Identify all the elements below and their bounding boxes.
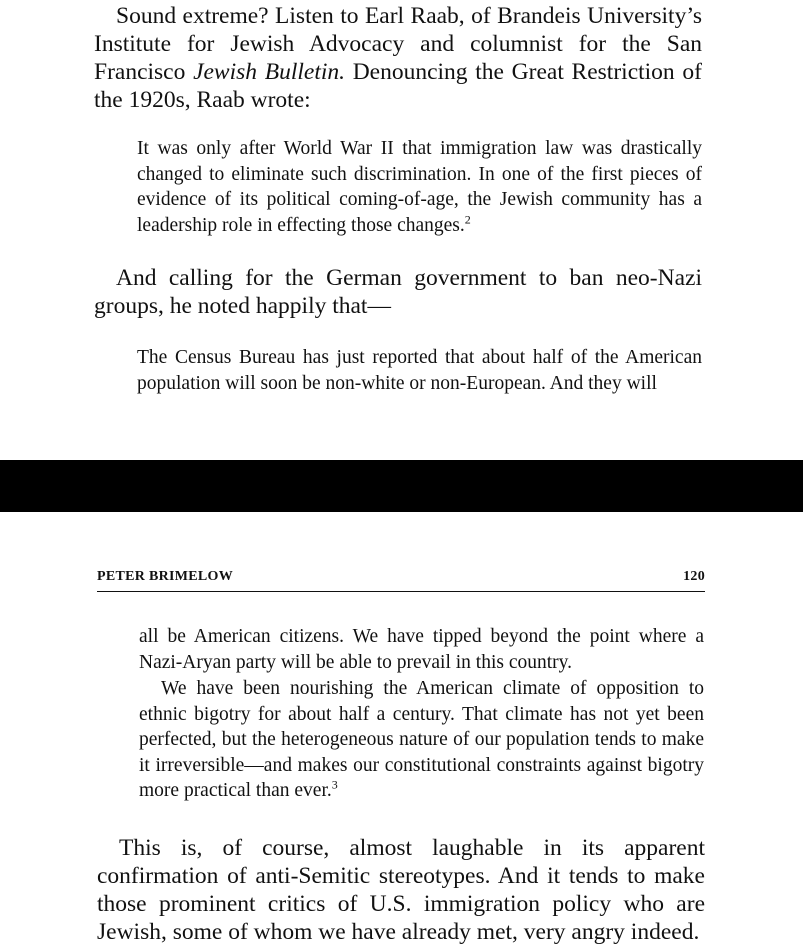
final-paragraph: This is, of course, almost laughable in its apparent confirmation of anti-Semitic stereotypes. And it tends to make those prominent critics of U.S. immigration policy who are Jewish, some of whom we have already met, very angry indeed. (97, 835, 705, 945)
footnote-ref-3: 3 (331, 777, 338, 792)
block-quote-2-paragraph-2 (139, 676, 704, 804)
page-break-bar (0, 460, 803, 512)
intro-paragraph (94, 2, 702, 114)
footnote-ref-2: 2 (464, 212, 471, 226)
page-number: 120 (683, 569, 705, 584)
quote-2-para-2-text: We have been nourishing the American climate of opposition to ethnic bigotry for about half a century. That climate has not yet been perfected, but the heterogeneous nature of our population tends to make it irreversible—and makes our constitutional constraints against bigotry more practical than ever. (139, 678, 704, 801)
upper-page (0, 0, 803, 460)
paragraph-2: And calling for the German government to ban neo-Nazi groups, he noted happily that— (94, 265, 702, 319)
block-quote-2-continued: all be American citizens. We have tipped beyond the point where a Nazi-Aryan party will be able to prevail in this country. (139, 626, 704, 673)
newspaper-title: Jewish Bulletin. (193, 59, 345, 85)
quote-1-text: It was only after World War II that immigration law was drastically changed to eliminate such discrimination. In one of the first pieces of evidence of its political coming-of-age, the Jewish community has a leadership role in effecting those changes. (137, 138, 702, 236)
intro-text: Sound extreme? Listen to Earl Raab, of Brandeis University’s Institute for Jewish Advocacy and columnist for the San Francisco (94, 3, 702, 85)
intro-text-end: Denouncing the Great Restriction of the 1920s, Raab wrote: (94, 59, 702, 113)
running-head (97, 567, 705, 592)
block-quote-2-start: The Census Bureau has just reported that about half of the American population will soon be non-white or non-European. And they will (137, 347, 702, 394)
block-quote-1 (137, 136, 702, 238)
running-head-author: PETER BRIMELOW (97, 569, 234, 584)
